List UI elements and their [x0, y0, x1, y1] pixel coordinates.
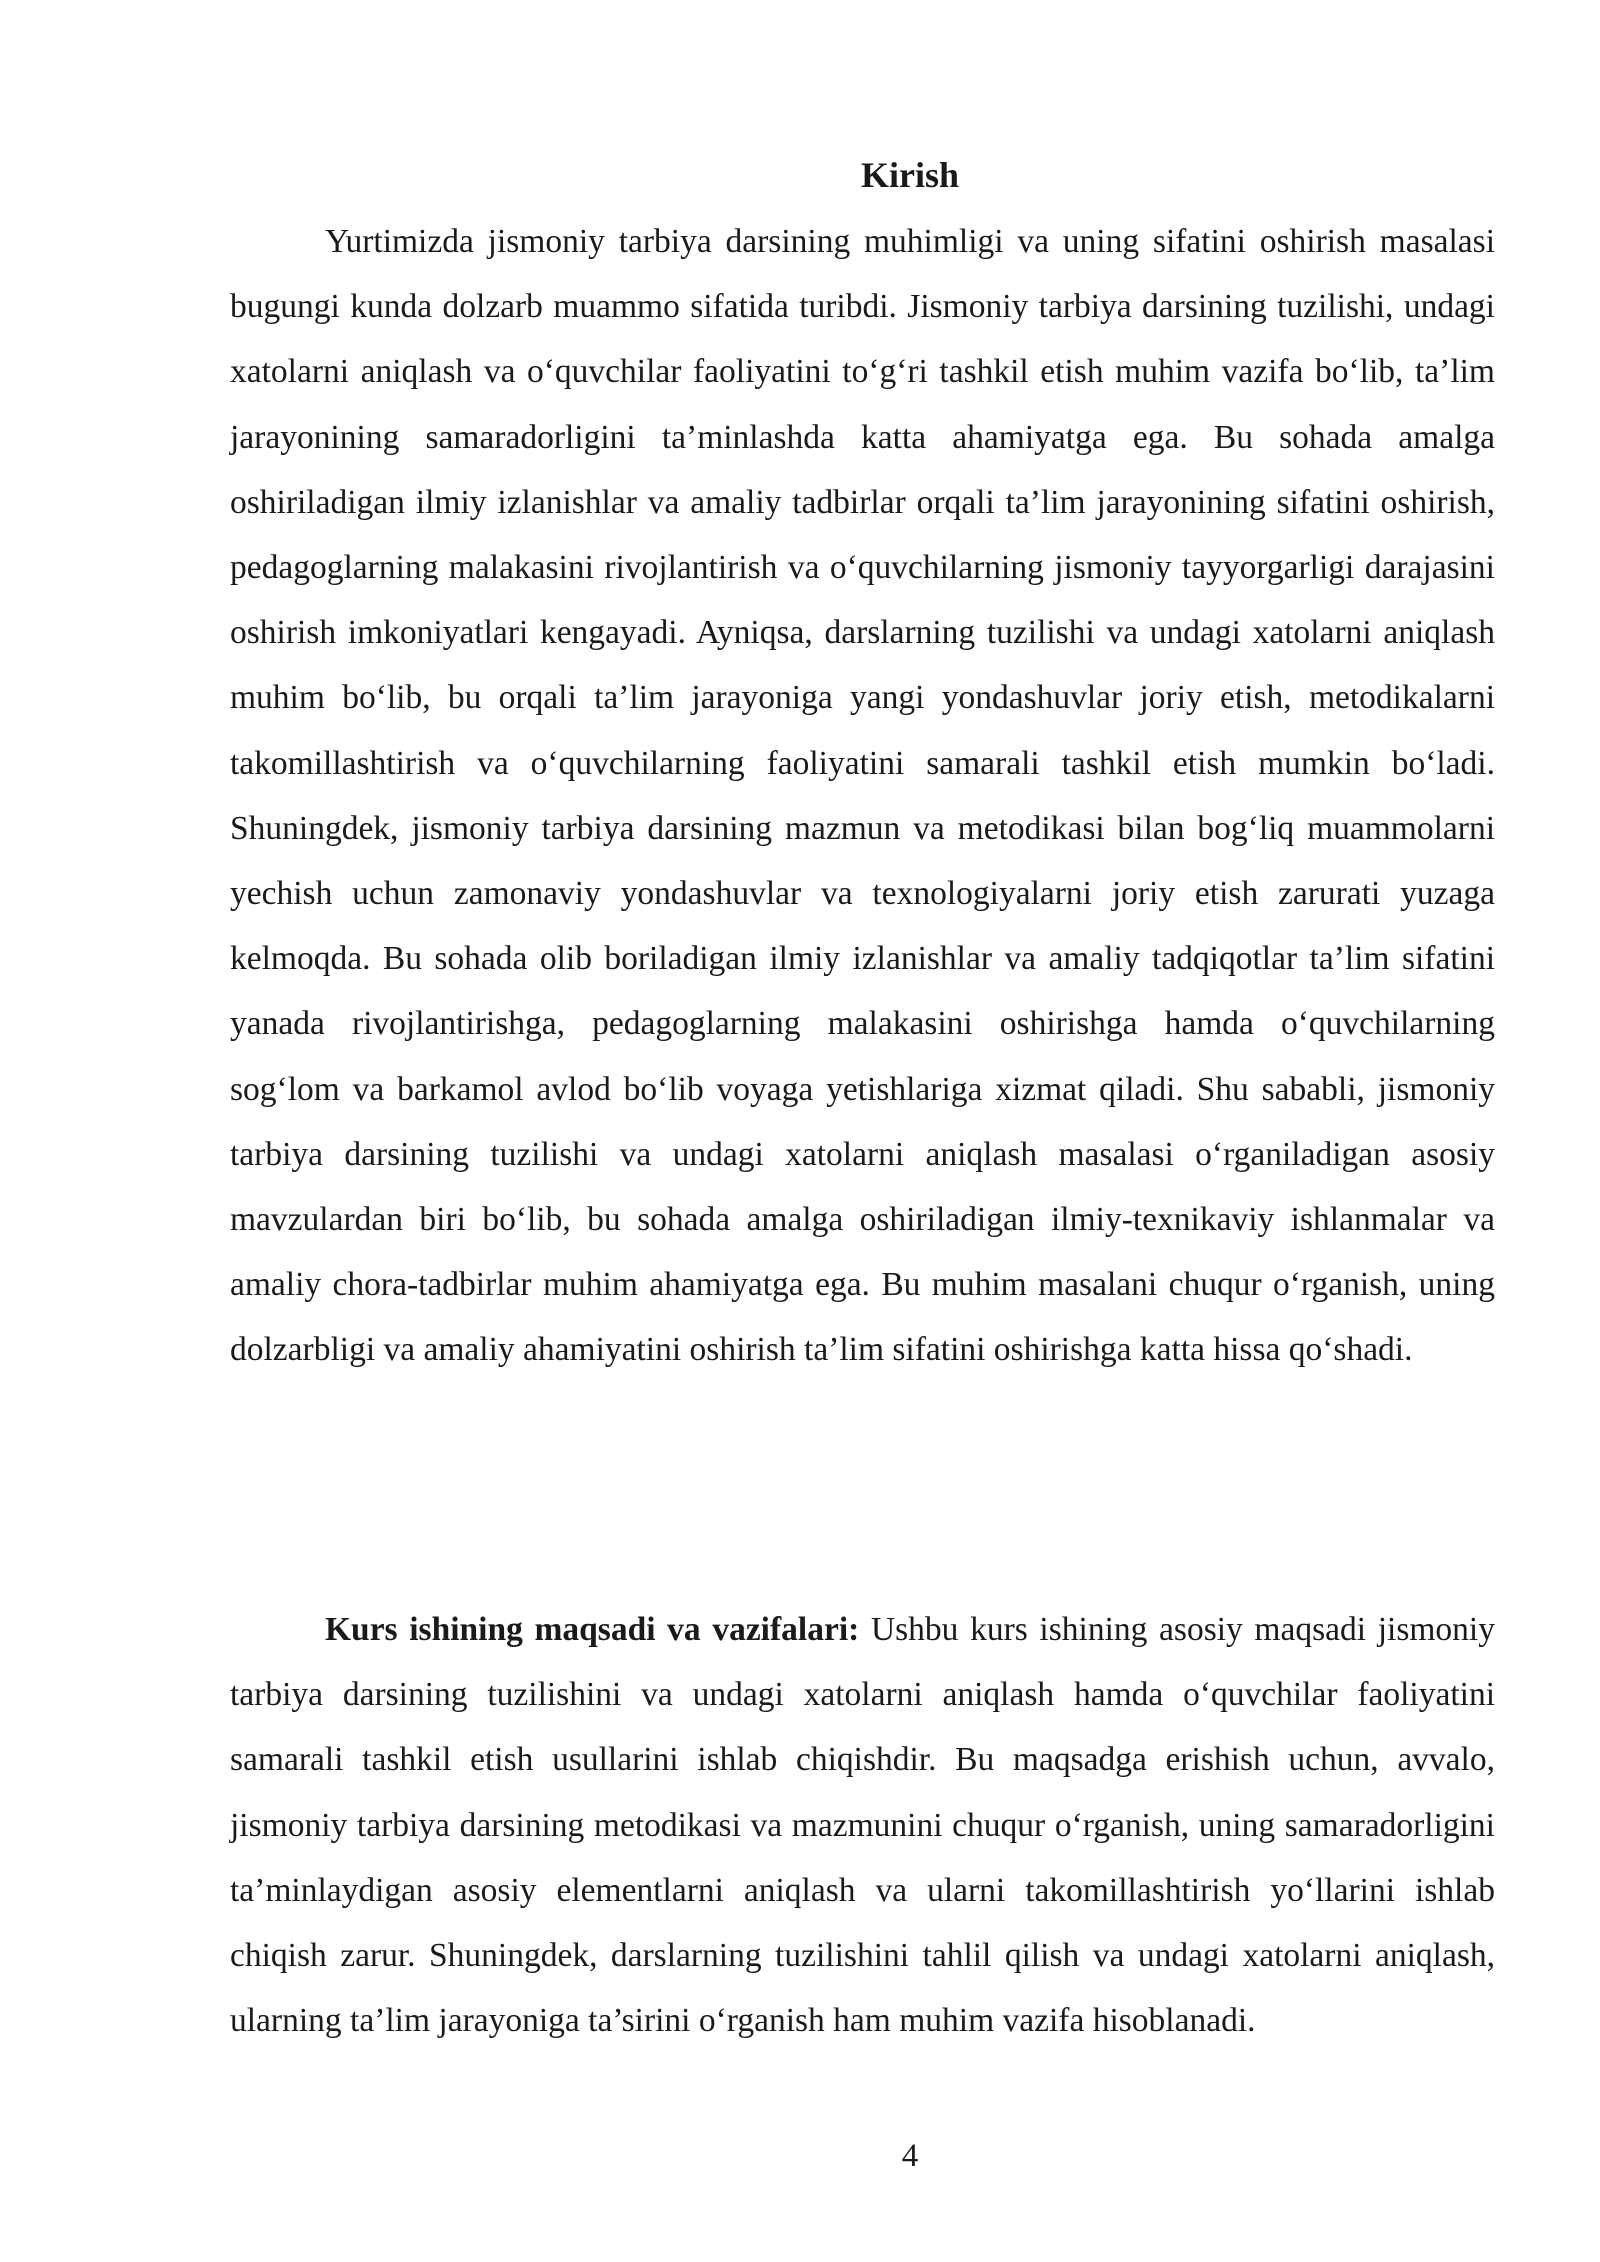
paragraph-body: Yurtimizda jismoniy tarbiya darsining muhimligi va uning sifatini oshirish masalasi bugungi kunda dolzarb muammo sifatida turibdi. Jismoniy tarbiya darsining tuzilishi, undagi xatolarni aniqlash va o‘quvchilar faoliyatini to‘g‘ri tashkil etish muhim vazifa bo‘lib, ta’lim jarayonining samaradorligini ta’minlashda katta ahamiyatga ega. Bu sohada amalga oshiriladigan ilmiy izlanishlar va amaliy tadbirlar orqali ta’lim jarayonining sifatini oshirish, pedagoglarning malakasini rivojlantirish va o‘quvchilarning jismoniy tayyorgarligi darajasini oshirish imkoniyatlari kengayadi. Ayniqsa, darslarning tuzilishi va undagi xatolarni aniqlash muhim bo‘lib, bu orqali ta’lim jarayoniga yangi yondashuvlar joriy etish, metodikalarni takomillashtirish va o‘quvchilarning faoliyatini samarali tashkil etish mumkin bo‘ladi. Shuningdek, jismoniy tarbiya darsining mazmun va metodikasi bilan bog‘liq muammolarni yechish uchun zamonaviy yondashuvlar va texnologiyalarni joriy etish zarurati yuzaga kelmoqda. Bu sohada olib boriladigan ilmiy izlanishlar va amaliy tadqiqotlar ta’lim sifatini yanada rivojlantirishga, pedagoglarning malakasini oshirishga hamda o‘quvchilarning sog‘lom va barkamol avlod bo‘lib voyaga yetishlariga xizmat qiladi. Shu sababli, jismoniy tarbiya darsining tuzilishi va undagi xatolarni aniqlash masalasi o‘rganiladigan asosiy mavzulardan biri bo‘lib, bu sohada amalga oshiriladigan ilmiy-texnikaviy ishlanmalar va amaliy chora-tadbirlar muhim ahamiyatga ega. Bu muhim masalani chuqur o‘rganish, uning dolzarbligi va amaliy ahamiyatini oshirish ta’lim sifatini oshirishga katta hissa qo‘shadi.: [230, 223, 1495, 1369]
section-title: Kirish: [860, 155, 959, 195]
paragraph-objectives: [230, 1597, 1495, 2053]
paragraph-introduction: [230, 209, 1495, 1383]
page-number: 4: [901, 2138, 919, 2174]
paragraph-lead-heading: Kurs ishining maqsadi va vazifalari:: [325, 1611, 860, 1648]
paragraph-text: [230, 209, 1495, 1383]
paragraph-text: [230, 1597, 1495, 2053]
paragraph-body: Ushbu kurs ishining asosiy maqsadi jismoniy tarbiya darsining tuzilishini va undagi xatolarni aniqlash hamda o‘quvchilar faoliyatini samarali tashkil etish usullarini ishlab chiqishdir. Bu maqsadga erishish uchun, avvalo, jismoniy tarbiya darsining metodikasi va mazmunini chuqur o‘rganish, uning samaradorligini ta’minlaydigan asosiy elementlarni aniqlash va ularni takomillashtirish yo‘llarini ishlab chiqish zarur. Shuningdek, darslarning tuzilishini tahlil qilish va undagi xatolarni aniqlash, ularning ta’lim jarayoniga ta’sirini o‘rganish ham muhim vazifa hisoblanadi.: [230, 1611, 1495, 2040]
